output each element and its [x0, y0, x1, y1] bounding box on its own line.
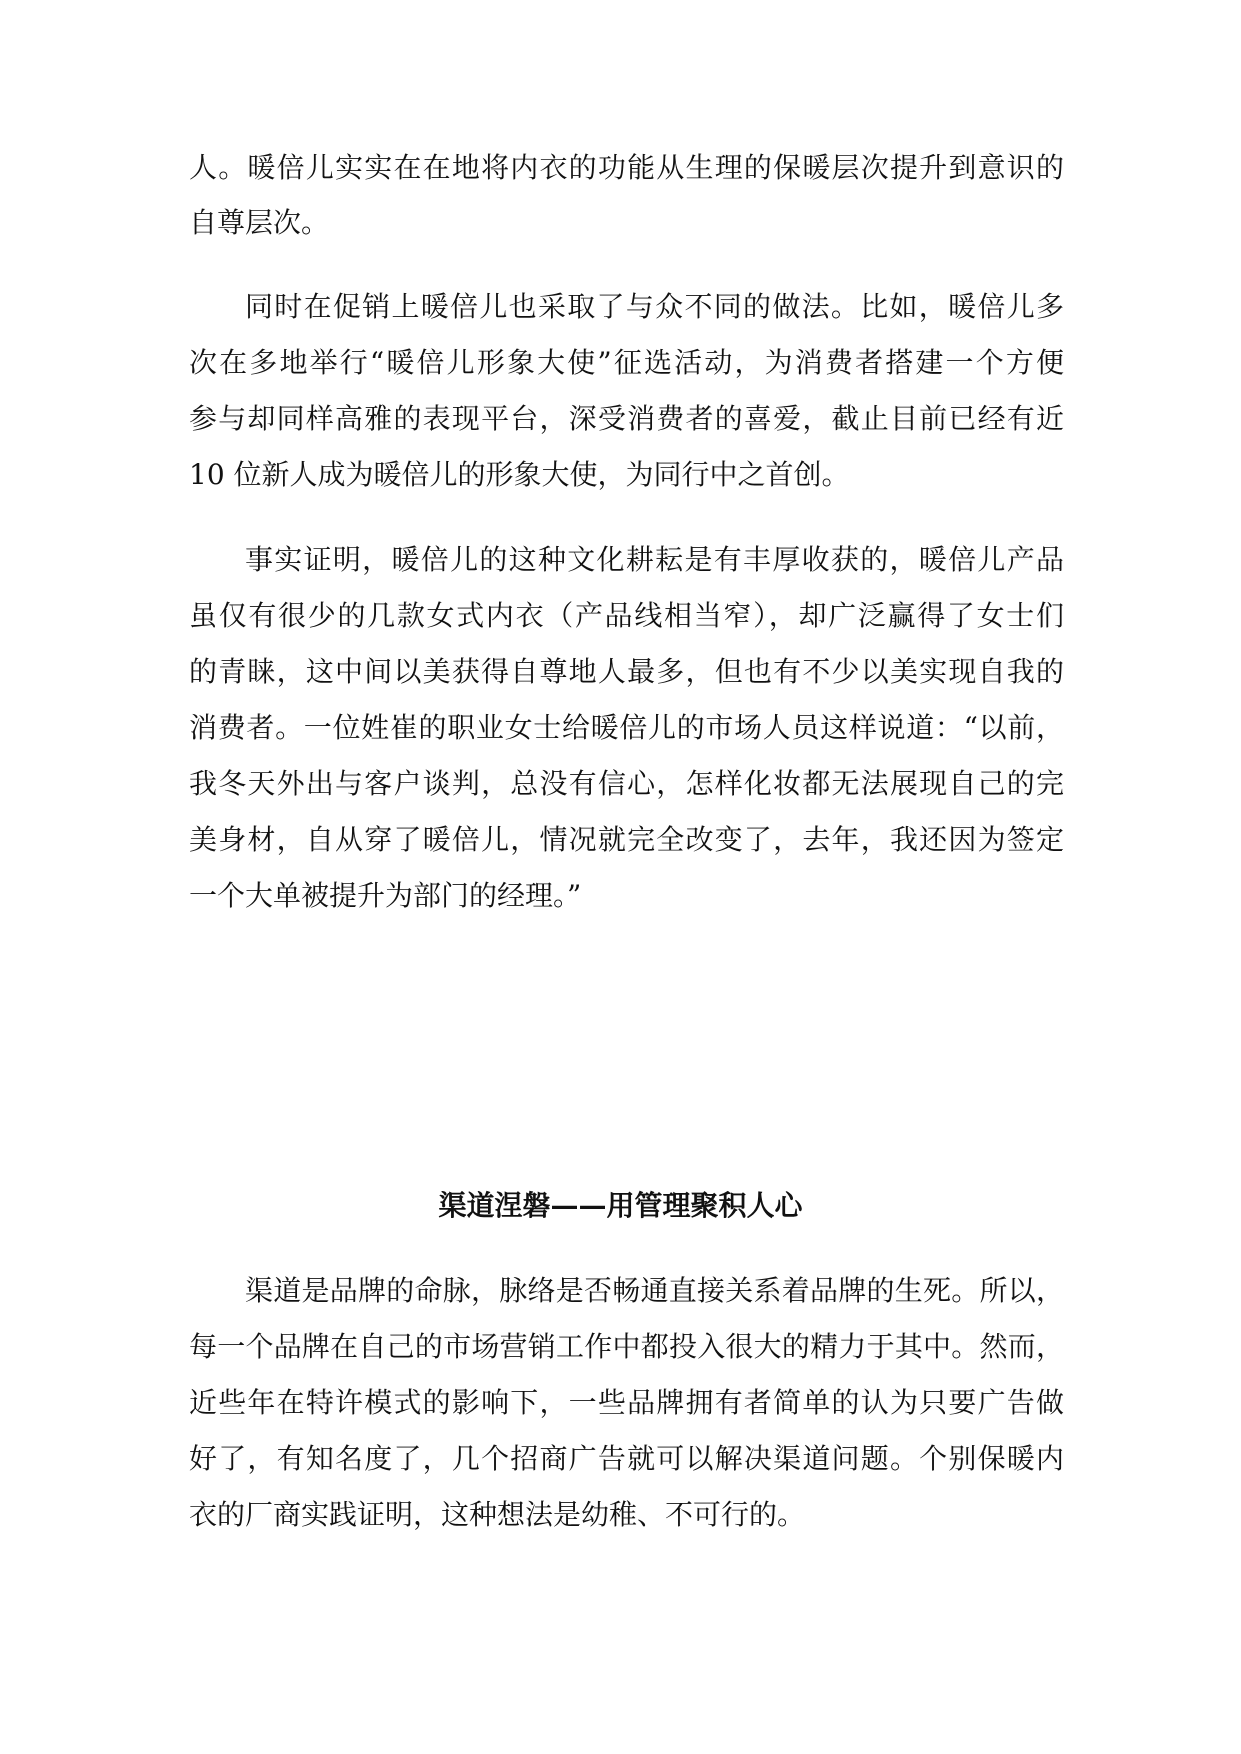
- paragraph-line: 我冬天外出与客户谈判，总没有信心，怎样化妆都无法展现自己的完: [189, 767, 1064, 800]
- paragraph-line: 10 位新人成为暖倍儿的形象大使，为同行中之首创。: [189, 458, 850, 491]
- paragraph-line: 美身材，自从穿了暖倍儿，情况就完全改变了，去年，我还因为签定: [189, 823, 1064, 856]
- paragraph-line: 衣的厂商实践证明，这种想法是幼稚、不可行的。: [189, 1498, 806, 1531]
- paragraph-line: 渠道是品牌的命脉，脉络是否畅通直接关系着品牌的生死。所以，: [245, 1274, 1064, 1307]
- paragraph-line: 次在多地举行“暖倍儿形象大使”征选活动，为消费者搭建一个方便: [189, 346, 1064, 379]
- paragraph-line: 参与却同样高雅的表现平台，深受消费者的喜爱，截止目前已经有近: [189, 402, 1064, 435]
- paragraph-line: 近些年在特许模式的影响下，一些品牌拥有者简单的认为只要广告做: [189, 1386, 1064, 1419]
- paragraph-line: 消费者。一位姓崔的职业女士给暖倍儿的市场人员这样说道：“以前，: [189, 711, 1064, 744]
- paragraph-line: 同时在促销上暖倍儿也采取了与众不同的做法。比如，暖倍儿多: [245, 290, 1064, 323]
- section-heading: 渠道涅磐——用管理聚积人心: [438, 1189, 803, 1222]
- paragraph-line: 虽仅有很少的几款女式内衣（产品线相当窄），却广泛赢得了女士们: [189, 599, 1064, 632]
- paragraph-line: 一个大单被提升为部门的经理。”: [189, 879, 582, 912]
- paragraph-line: 每一个品牌在自己的市场营销工作中都投入很大的精力于其中。然而，: [189, 1330, 1064, 1363]
- paragraph-line: 的青睐，这中间以美获得自尊地人最多，但也有不少以美实现自我的: [189, 655, 1064, 688]
- paragraph-line: 人。暖倍儿实实在在地将内衣的功能从生理的保暖层次提升到意识的: [189, 151, 1064, 184]
- paragraph-line: 好了，有知名度了，几个招商广告就可以解决渠道问题。个别保暖内: [189, 1442, 1064, 1475]
- paragraph-line: 自尊层次。: [189, 206, 330, 239]
- paragraph-line: 事实证明，暖倍儿的这种文化耕耘是有丰厚收获的，暖倍儿产品: [245, 543, 1064, 576]
